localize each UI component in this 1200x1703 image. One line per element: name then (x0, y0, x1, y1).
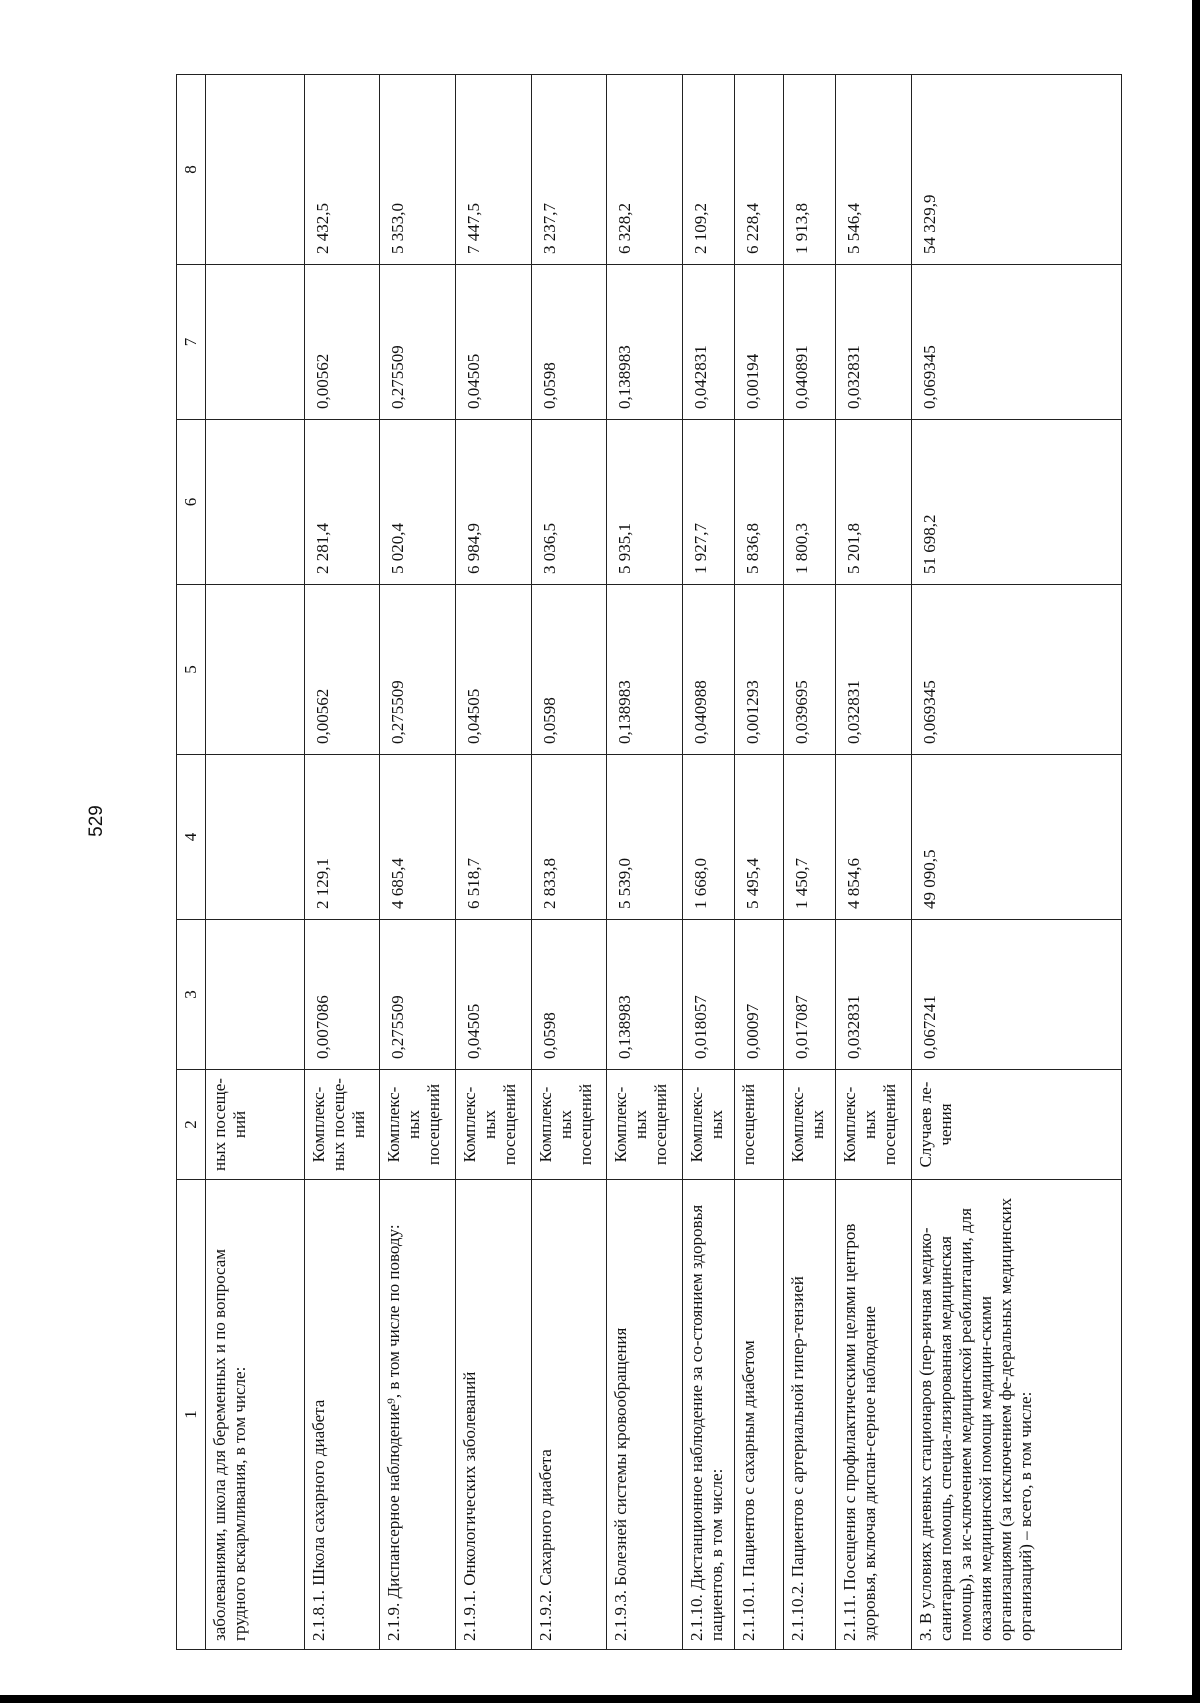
value-cell: 2 833,8 (531, 755, 607, 920)
scan-border-right (1192, 0, 1200, 1703)
value-cell: 0,001293 (735, 585, 783, 755)
table-row (607, 75, 683, 1650)
table-row (911, 75, 1121, 1650)
value-cell: 5 353,0 (380, 75, 456, 265)
unit-cell: Комплекс-ных (783, 1070, 836, 1180)
value-cell: 0,275509 (380, 265, 456, 420)
value-cell: 0,275509 (380, 920, 456, 1070)
unit-cell: ных посеще-ний (206, 1070, 305, 1180)
unit-cell: Комплекс-ных (682, 1070, 735, 1180)
value-cell: 0,0598 (531, 265, 607, 420)
row-label-cell: заболеваниями, школа для беременных и по вопросам грудного вскармливания, в том числе: (206, 1180, 305, 1650)
value-cell: 0,138983 (607, 920, 683, 1070)
column-header: 2 (177, 1070, 206, 1180)
table-body (206, 75, 1122, 1650)
row-label-cell: 2.1.10.2. Пациентов с артериальной гипер-тензией (783, 1180, 836, 1650)
value-cell: 0,039695 (783, 585, 836, 755)
unit-cell: Комплекс-ных посещений (607, 1070, 683, 1180)
value-cell: 0,032831 (836, 265, 912, 420)
value-cell: 2 432,5 (304, 75, 380, 265)
value-cell: 0,007086 (304, 920, 380, 1070)
value-cell: 0,00562 (304, 585, 380, 755)
value-cell: 3 237,7 (531, 75, 607, 265)
value-cell: 1 668,0 (682, 755, 735, 920)
value-cell: 0,04505 (455, 585, 531, 755)
value-cell: 0,017087 (783, 920, 836, 1070)
table-row (735, 75, 783, 1650)
value-cell: 0,032831 (836, 920, 912, 1070)
value-cell: 6 518,7 (455, 755, 531, 920)
value-cell: 0,138983 (607, 265, 683, 420)
value-cell: 3 036,5 (531, 420, 607, 585)
rotated-table-wrapper (176, 75, 1122, 1650)
row-label-cell: 2.1.8.1. Школа сахарного диабета (304, 1180, 380, 1650)
value-cell: 5 495,4 (735, 755, 783, 920)
row-label-cell: 2.1.11. Посещения с профилактическими целями центров здоровья, включая диспан-серное наблюдение (836, 1180, 912, 1650)
value-cell: 5 546,4 (836, 75, 912, 265)
column-header: 8 (177, 75, 206, 265)
column-header: 7 (177, 265, 206, 420)
table-row (531, 75, 607, 1650)
data-table (176, 74, 1122, 1650)
row-label-cell: 3. В условиях дневных стационаров (пер-вичная медико-санитарная помощь, специа-лизированная медицинская помощь), за ис-ключением медицинской реабилитации, для оказания медицинской помощи медицин-скими организациями (за исключением фе-деральных медицинских организаций) – всего, в том числе: (911, 1180, 1121, 1650)
value-cell: 0,00562 (304, 265, 380, 420)
table-row (783, 75, 836, 1650)
value-cell: 0,0598 (531, 920, 607, 1070)
column-header: 6 (177, 420, 206, 585)
value-cell: 2 129,1 (304, 755, 380, 920)
value-cell: 5 020,4 (380, 420, 456, 585)
value-cell (206, 420, 305, 585)
value-cell: 0,275509 (380, 585, 456, 755)
value-cell: 0,138983 (607, 585, 683, 755)
row-label-cell: 2.1.9.3. Болезней системы кровообращения (607, 1180, 683, 1650)
value-cell: 1 927,7 (682, 420, 735, 585)
row-label-cell: 2.1.9.2. Сахарного диабета (531, 1180, 607, 1650)
value-cell: 4 685,4 (380, 755, 456, 920)
column-header: 3 (177, 920, 206, 1070)
value-cell: 0,069345 (911, 585, 1121, 755)
unit-cell: посещений (735, 1070, 783, 1180)
value-cell: 0,04505 (455, 920, 531, 1070)
value-cell (206, 265, 305, 420)
value-cell: 6 328,2 (607, 75, 683, 265)
table-row (836, 75, 912, 1650)
table-row (304, 75, 380, 1650)
value-cell: 5 201,8 (836, 420, 912, 585)
value-cell: 5 836,8 (735, 420, 783, 585)
value-cell: 0,042831 (682, 265, 735, 420)
value-cell: 2 281,4 (304, 420, 380, 585)
value-cell: 1 913,8 (783, 75, 836, 265)
value-cell: 5 539,0 (607, 755, 683, 920)
unit-cell: Комплекс-ных посещений (836, 1070, 912, 1180)
row-label-cell: 2.1.10.1. Пациентов с сахарным диабетом (735, 1180, 783, 1650)
column-header: 4 (177, 755, 206, 920)
table-row (206, 75, 305, 1650)
scan-border-bottom (0, 1695, 1200, 1703)
table-row (455, 75, 531, 1650)
value-cell: 0,0598 (531, 585, 607, 755)
value-cell: 6 228,4 (735, 75, 783, 265)
column-header: 1 (177, 1180, 206, 1650)
value-cell (206, 920, 305, 1070)
value-cell: 0,067241 (911, 920, 1121, 1070)
value-cell: 1 800,3 (783, 420, 836, 585)
row-label-cell: 2.1.9.1. Онкологических заболеваний (455, 1180, 531, 1650)
unit-cell: Комплекс-ных посещений (455, 1070, 531, 1180)
value-cell: 0,018057 (682, 920, 735, 1070)
value-cell: 0,040891 (783, 265, 836, 420)
table-row (380, 75, 456, 1650)
value-cell: 7 447,5 (455, 75, 531, 265)
unit-cell: Случаев ле-чения (911, 1070, 1121, 1180)
value-cell: 0,00194 (735, 265, 783, 420)
value-cell: 0,032831 (836, 585, 912, 755)
header-row (177, 75, 206, 1650)
value-cell: 49 090,5 (911, 755, 1121, 920)
value-cell: 0,04505 (455, 265, 531, 420)
value-cell: 0,040988 (682, 585, 735, 755)
unit-cell: Комплекс-ных посещений (380, 1070, 456, 1180)
row-label-cell: 2.1.10. Дистанционное наблюдение за со-стоянием здоровья пациентов, в том числе: (682, 1180, 735, 1650)
value-cell (206, 75, 305, 265)
value-cell: 0,069345 (911, 265, 1121, 420)
page-number: 529 (86, 805, 107, 837)
column-header: 5 (177, 585, 206, 755)
value-cell: 0,00097 (735, 920, 783, 1070)
table-row (682, 75, 735, 1650)
value-cell (206, 755, 305, 920)
unit-cell: Комплекс-ных посещений (531, 1070, 607, 1180)
value-cell: 1 450,7 (783, 755, 836, 920)
row-label-cell: 2.1.9. Диспансерное наблюдение⁹, в том числе по поводу: (380, 1180, 456, 1650)
value-cell: 5 935,1 (607, 420, 683, 585)
value-cell: 4 854,6 (836, 755, 912, 920)
value-cell (206, 585, 305, 755)
unit-cell: Комплекс-ных посеще-ний (304, 1070, 380, 1180)
value-cell: 2 109,2 (682, 75, 735, 265)
value-cell: 54 329,9 (911, 75, 1121, 265)
value-cell: 6 984,9 (455, 420, 531, 585)
value-cell: 51 698,2 (911, 420, 1121, 585)
